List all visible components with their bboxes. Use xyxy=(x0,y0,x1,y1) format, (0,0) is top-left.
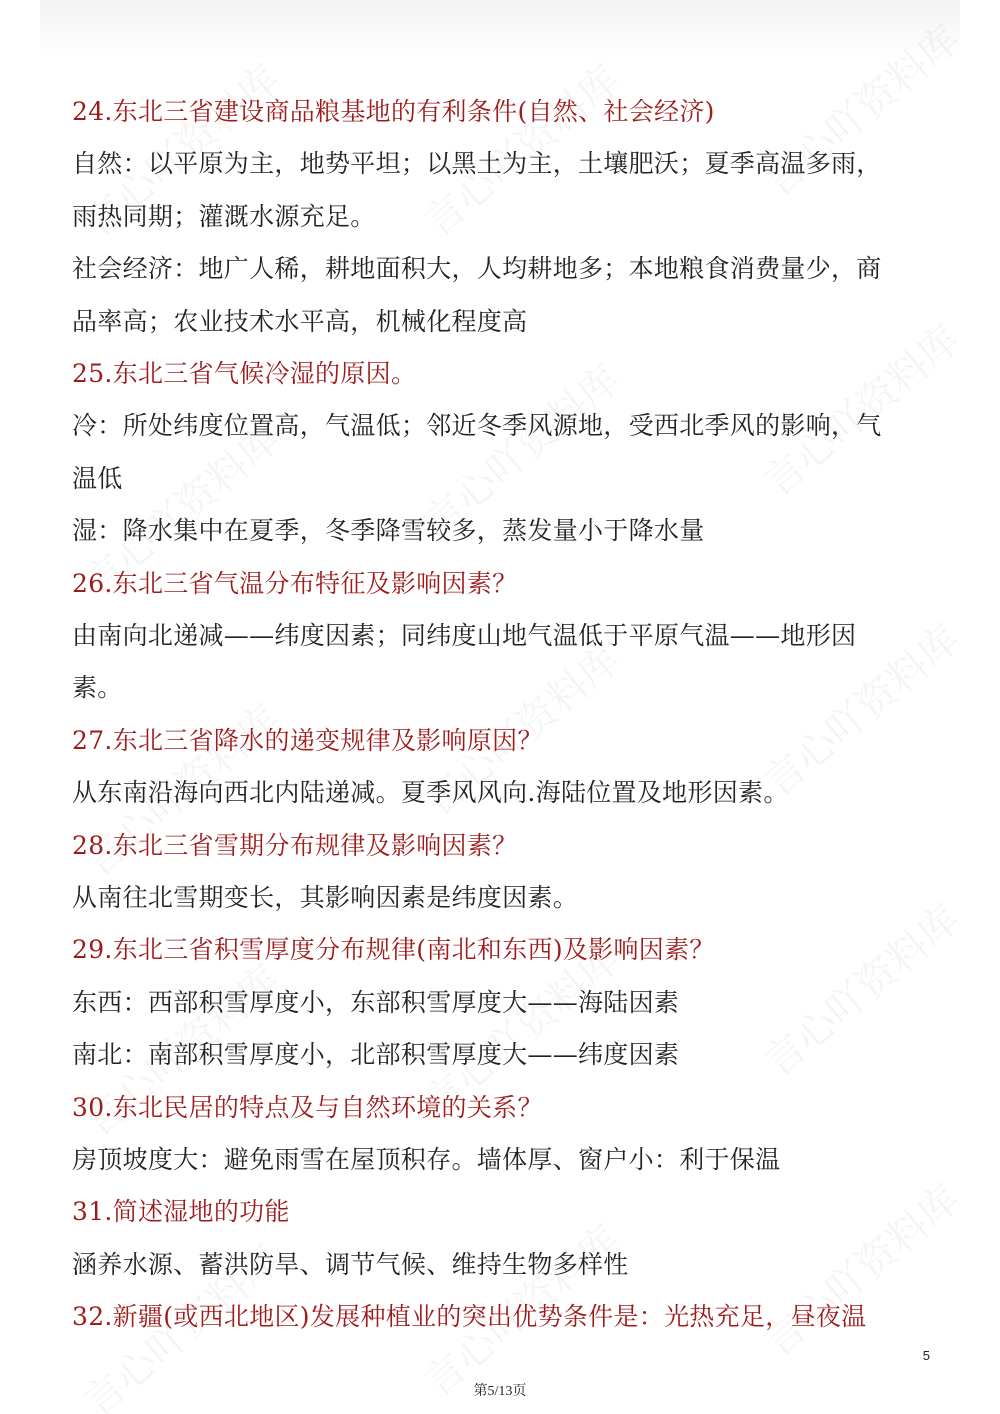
answer-text: 社会经济：地广人稀，耕地面积大，人均耕地多；本地粮食消费量少，商 xyxy=(72,254,882,284)
answer-text: 从东南沿海向西北内陆递减。夏季风风向.海陆位置及地形因素。 xyxy=(72,778,789,808)
answer-text: 东西：西部积雪厚度小，东部积雪厚度大——海陆因素 xyxy=(72,987,680,1017)
answer-text: 由南向北递减——纬度因素；同纬度山地气温低于平原气温——地形因 xyxy=(72,621,857,650)
question-heading: 30.东北民居的特点及与自然环境的关系？ xyxy=(72,1092,543,1122)
watermark xyxy=(750,890,970,1088)
answer-text: 自然：以平原为主，地势平坦；以黑土为主，土壤肥沃；夏季高温多雨， xyxy=(72,149,882,179)
answer-text: 冷：所处纬度位置高，气温低；邻近冬季风源地，受西北季风的影响，气 xyxy=(72,411,882,441)
answer-text: 南北：南部积雪厚度小，北部积雪厚度大——纬度因素 xyxy=(72,1040,680,1070)
answer-text: 湿：降水集中在夏季，冬季降雪较多，蒸发量小于降水量 xyxy=(72,516,705,546)
page-footer: 第5/13页 xyxy=(473,1384,527,1399)
question-heading: 24.东北三省建设商品粮基地的有利条件(自然、社会经济) xyxy=(72,97,715,126)
answer-text: 涵养水源、蓄洪防旱、调节气候、维持生物多样性 xyxy=(72,1249,629,1279)
page-number: 5 xyxy=(922,1348,930,1363)
answer-text: 雨热同期；灌溉水源充足。 xyxy=(72,201,376,231)
question-heading: 27.东北三省降水的递变规律及影响原因？ xyxy=(72,725,543,755)
answer-text: 素。 xyxy=(72,673,123,703)
watermark xyxy=(750,310,970,508)
question-heading: 29.东北三省积雪厚度分布规律(南北和东西)及影响因素？ xyxy=(72,935,715,965)
answer-text: 从南往北雪期变长，其影响因素是纬度因素。 xyxy=(72,883,579,912)
question-heading: 31.简述湿地的功能 xyxy=(72,1197,290,1227)
answer-text: 温低 xyxy=(72,463,123,493)
answer-text: 房顶坡度大：避免雨雪在屋顶积存。墙体厚、窗户小：利于保温 xyxy=(72,1145,781,1174)
answer-text: 品率高；农业技术水平高，机械化程度高 xyxy=(72,306,528,336)
question-heading: 32.新疆(或西北地区)发展种植业的突出优势条件是：光热充足，昼夜温 xyxy=(72,1302,867,1332)
top-shadow xyxy=(40,0,960,60)
question-heading: 28.东北三省雪期分布规律及影响因素？ xyxy=(72,830,518,860)
question-heading: 25.东北三省气候冷湿的原因。 xyxy=(72,359,417,388)
watermark xyxy=(750,1170,970,1368)
question-heading: 26.东北三省气温分布特征及影响因素？ xyxy=(72,568,518,598)
